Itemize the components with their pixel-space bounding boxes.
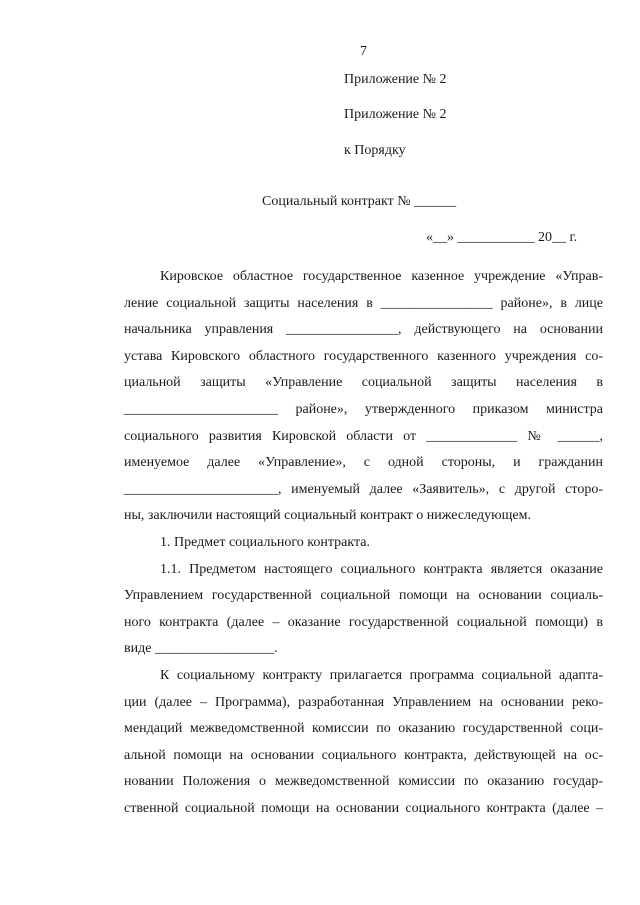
appendix-reference: к Порядку bbox=[344, 143, 406, 158]
text-line: ции (далее – Программа), разработанная Управлением на основании реко- bbox=[124, 694, 603, 710]
section-heading-subject bbox=[124, 530, 603, 557]
contract-body bbox=[124, 264, 603, 822]
paragraph-program bbox=[124, 663, 603, 823]
text-line: К социальному контракту прилагается программа социальной адапта- bbox=[160, 667, 603, 683]
text-line: социального развития Кировской области от _____________ № ______, bbox=[124, 428, 603, 444]
text-line: новании Положения о межведомственной комиссии по оказанию государ- bbox=[124, 774, 603, 790]
text-line: циальной защиты «Управление социальной защиты населения в bbox=[124, 375, 603, 391]
page-number: 7 bbox=[360, 44, 367, 59]
contract-date-line: «__» ___________ 20__ г. bbox=[426, 230, 578, 245]
contract-title: Социальный контракт № ______ bbox=[262, 194, 457, 209]
text-line: ______________________, именуемый далее «Заявитель», с другой сторо- bbox=[124, 481, 603, 497]
text-line: Управлением государственной социальной помощи на основании социаль- bbox=[124, 588, 603, 604]
text-line: ственной социальной помощи на основании социального контракта (далее – bbox=[124, 800, 603, 816]
text-line: Кировское областное государственное казенное учреждение «Управ- bbox=[160, 269, 603, 284]
text-line: виде _________________. bbox=[124, 641, 278, 657]
appendix-label-repeat: Приложение № 2 bbox=[344, 107, 447, 122]
text-line: ление социальной защиты населения в ________________ районе», в лице bbox=[124, 295, 603, 311]
text-line: 1. Предмет социального контракта. bbox=[160, 534, 370, 550]
paragraph-subject bbox=[124, 557, 603, 663]
text-line: мендаций межведомственной комиссии по оказанию государственной соци- bbox=[124, 721, 603, 737]
text-line: начальника управления ________________, действующего на основании bbox=[124, 322, 603, 338]
appendix-label: Приложение № 2 bbox=[344, 72, 447, 87]
text-line: ______________________ районе», утвержденного приказом министра bbox=[124, 401, 603, 417]
text-line: ны, заключили настоящий социальный контракт о нижеследующем. bbox=[124, 508, 531, 524]
text-line: альной помощи на основании социального контракта, действующей на ос- bbox=[124, 747, 603, 763]
text-line: ного контракта (далее – оказание государственной социальной помощи) в bbox=[124, 614, 603, 630]
text-line: именуемое далее «Управление», с одной стороны, и гражданин bbox=[124, 455, 603, 471]
text-line: 1.1. Предметом настоящего социального контракта является оказание bbox=[160, 561, 603, 577]
paragraph-parties bbox=[124, 264, 603, 530]
text-line: устава Кировского областного государственного казенного учреждения со- bbox=[124, 348, 603, 364]
